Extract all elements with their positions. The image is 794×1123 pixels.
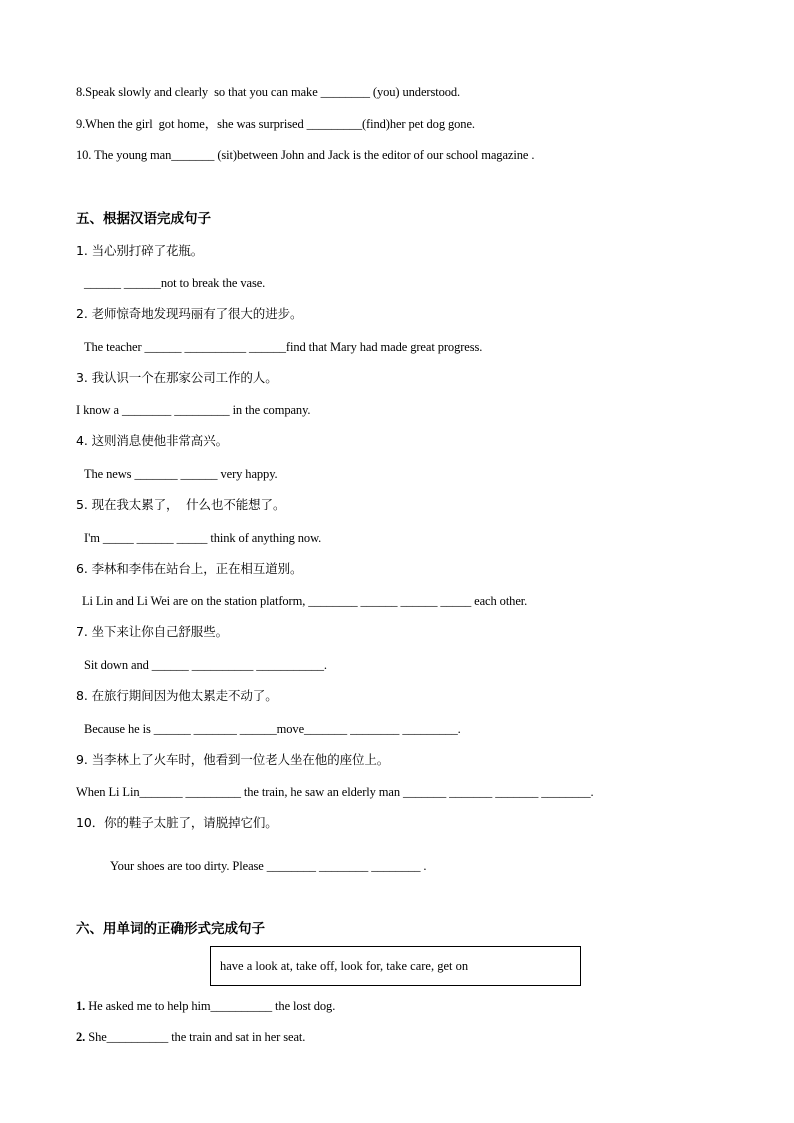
section5-item9-cn: 9. 当李林上了火车时，他看到一位老人坐在他的座位上。 — [76, 752, 390, 767]
section5-item2-en: The teacher ______ __________ ______find that Mary had made great progress. — [84, 340, 483, 354]
exercise-line-10: 10. The young man_______ (sit)between John and Jack is the editor of our school magazine . — [76, 148, 535, 162]
section5-item4-cn: 4. 这则消息使他非常高兴。 — [76, 433, 229, 448]
section5-item10-en: Your shoes are too dirty. Please ________ ________ ________ . — [110, 859, 427, 873]
section5-title: 五、根据汉语完成句子 — [76, 211, 211, 227]
section5-item2-cn: 2. 老师惊奇地发现玛丽有了很大的进步。 — [76, 306, 303, 321]
section5-item8-en: Because he is ______ _______ ______move_______ ________ _________. — [84, 722, 461, 736]
section5-item6-en: Li Lin and Li Wei are on the station platform, ________ ______ ______ _____ each other. — [82, 594, 528, 608]
section5-item1-en: ______ ______not to break the vase. — [84, 276, 266, 290]
section6-item2-number: 2. — [76, 1030, 86, 1044]
section5-item7-cn: 7. 坐下来让你自己舒服些。 — [76, 624, 229, 639]
section5-item3-cn: 3. 我认识一个在那家公司工作的人。 — [76, 370, 278, 385]
section5-item5-cn: 5. 现在我太累了， 什么也不能想了。 — [76, 497, 286, 512]
exercise-line-8: 8.Speak slowly and clearly so that you can make ________ (you) understood. — [76, 85, 461, 99]
section6-item1 — [76, 998, 335, 1014]
section5-item6-cn: 6. 李林和李伟在站台上，正在相互道别。 — [76, 561, 303, 576]
section5-item5-en: I'm _____ ______ _____ think of anything now. — [84, 531, 322, 545]
section6-item1-text: He asked me to help him__________ the lost dog. — [85, 999, 336, 1013]
section6-item2-text: She__________ the train and sat in her seat. — [85, 1030, 306, 1044]
section6-item1-number: 1. — [76, 999, 86, 1013]
section6-item2 — [76, 1029, 305, 1045]
section5-item8-cn: 8. 在旅行期间因为他太累走不动了。 — [76, 688, 278, 703]
section5-item7-en: Sit down and ______ __________ ___________. — [84, 658, 327, 672]
section5-item1-cn: 1. 当心别打碎了花瓶。 — [76, 243, 204, 258]
section5-item3-en: I know a ________ _________ in the company. — [76, 403, 311, 417]
section5-item4-en: The news _______ ______ very happy. — [84, 467, 278, 481]
section5-item10-cn: 10．你的鞋子太脏了，请脱掉它们。 — [76, 815, 278, 830]
exercise-line-9: 9.When the girl got home，she was surprised _________(find)her pet dog gone. — [76, 117, 475, 131]
word-bank-box — [210, 946, 581, 986]
section5-item9-en: When Li Lin_______ _________ the train, he saw an elderly man _______ _______ _______ ________. — [76, 785, 594, 799]
section6-title: 六、用单词的正确形式完成句子 — [76, 921, 265, 937]
word-bank-text: have a look at, take off, look for, take care, get on — [220, 959, 469, 973]
